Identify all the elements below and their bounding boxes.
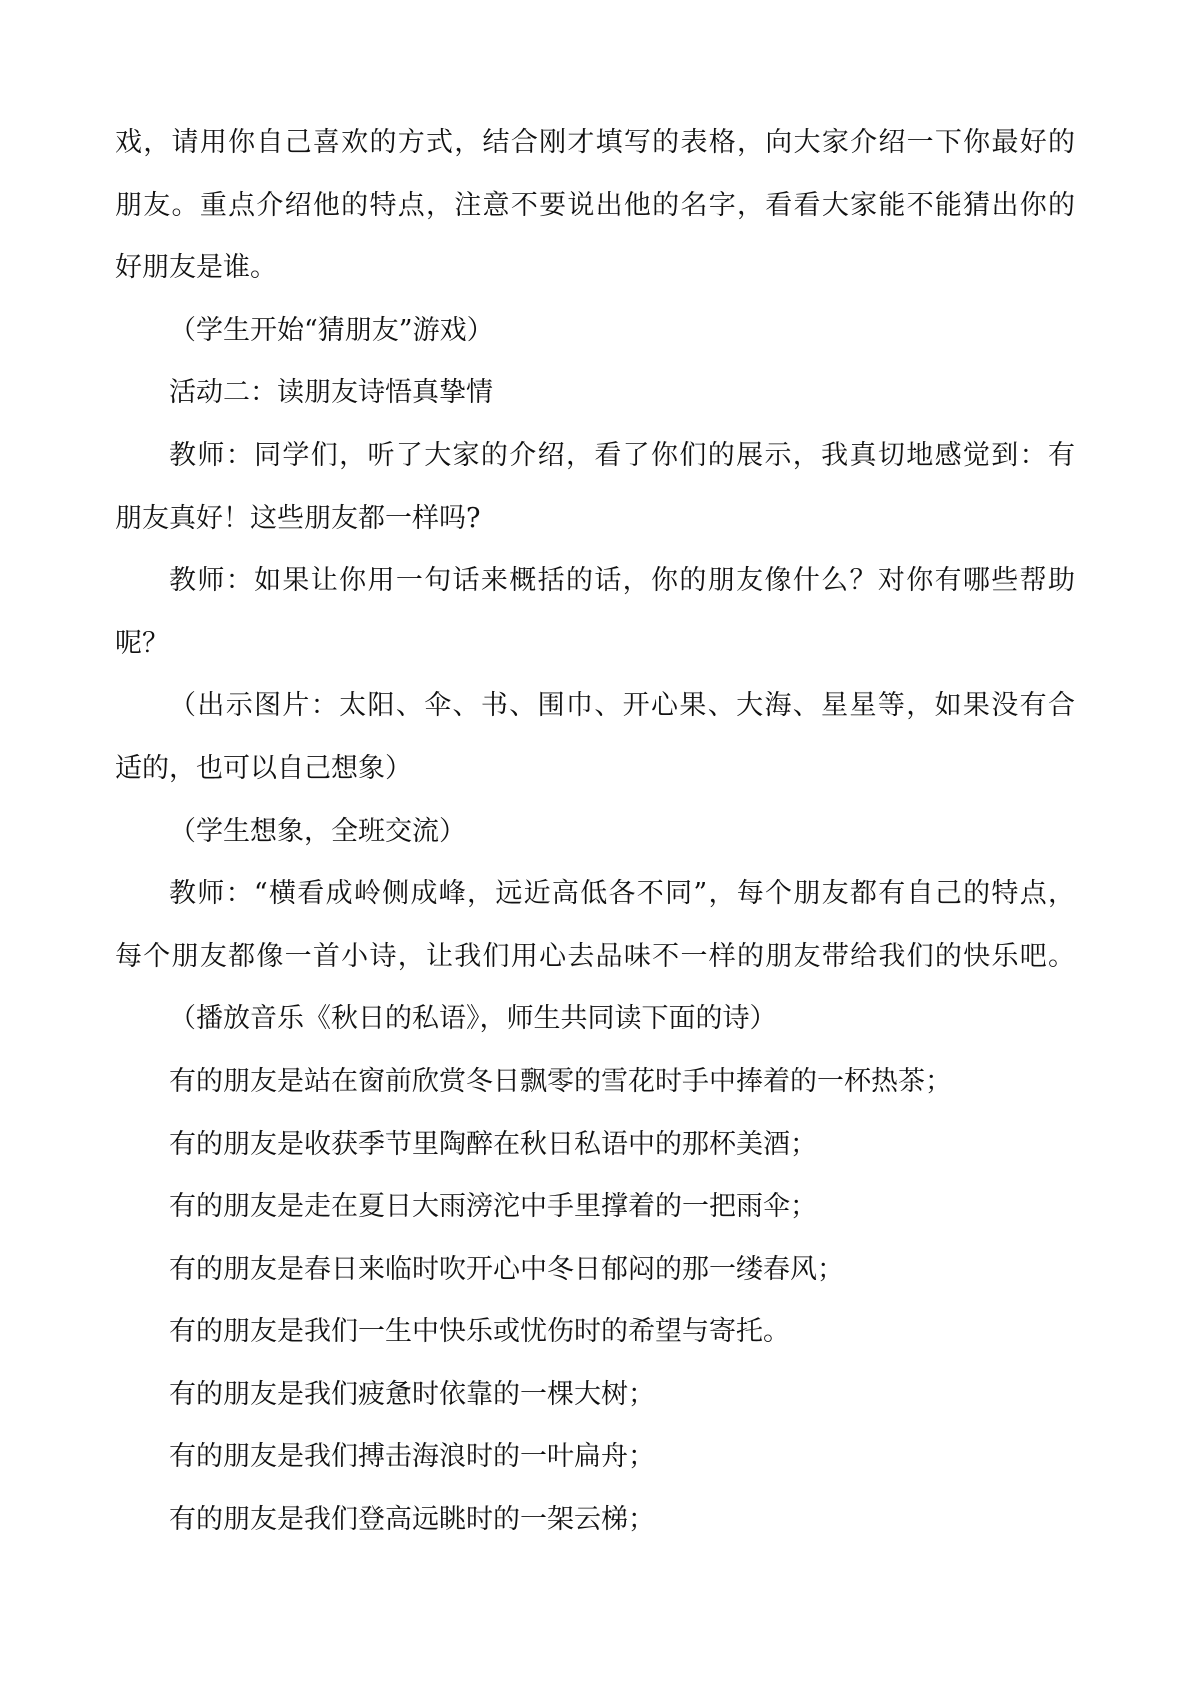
paragraph-line: 好朋友是谁。	[115, 252, 277, 284]
activity-heading: 活动二：读朋友诗悟真挚情	[169, 377, 493, 409]
paragraph-line: 朋友。重点介绍他的特点，注意不要说出他的名字，看看大家能不能猜出你的	[115, 189, 1075, 221]
paragraph-line: 教师：如果让你用一句话来概括的话，你的朋友像什么？对你有哪些帮助	[169, 565, 1075, 597]
paragraph-line: 教师：同学们，听了大家的介绍，看了你们的展示，我真切地感觉到：有	[169, 439, 1075, 471]
stage-direction-line: （学生开始“猜朋友”游戏）	[169, 314, 494, 346]
poem-line: 有的朋友是我们搏击海浪时的一叶扁舟；	[169, 1441, 655, 1473]
poem-line: 有的朋友是我们登高远眺时的一架云梯；	[169, 1504, 655, 1536]
poem-line: 有的朋友是收获季节里陶醉在秋日私语中的那杯美酒；	[169, 1128, 817, 1160]
stage-direction-line: （学生想象，全班交流）	[169, 815, 466, 847]
poem-line: 有的朋友是春日来临时吹开心中冬日郁闷的那一缕春风；	[169, 1253, 844, 1285]
stage-direction-line: （出示图片：太阳、伞、书、围巾、开心果、大海、星星等，如果没有合	[169, 690, 1075, 722]
paragraph-line: 戏，请用你自己喜欢的方式，结合刚才填写的表格，向大家介绍一下你最好的	[115, 127, 1075, 158]
poem-line: 有的朋友是我们疲惫时依靠的一棵大树；	[169, 1378, 655, 1410]
paragraph-line: 呢？	[115, 627, 169, 659]
stage-direction-line: （播放音乐《秋日的私语》，师生共同读下面的诗）	[169, 1003, 777, 1035]
paragraph-line: 每个朋友都像一首小诗，让我们用心去品味不一样的朋友带给我们的快乐吧。	[115, 940, 1075, 972]
paragraph-line: 教师：“横看成岭侧成峰，远近高低各不同”，每个朋友都有自己的特点，	[169, 878, 1075, 910]
poem-line: 有的朋友是我们一生中快乐或忧伤时的希望与寄托。	[169, 1316, 790, 1348]
poem-line: 有的朋友是站在窗前欣赏冬日飘零的雪花时手中捧着的一杯热茶；	[169, 1065, 952, 1097]
stage-direction-line: 适的，也可以自己想象）	[115, 752, 412, 784]
poem-line: 有的朋友是走在夏日大雨滂沱中手里撑着的一把雨伞；	[169, 1191, 817, 1223]
document-body	[115, 112, 1075, 1552]
paragraph-line: 朋友真好！这些朋友都一样吗?	[115, 502, 481, 534]
